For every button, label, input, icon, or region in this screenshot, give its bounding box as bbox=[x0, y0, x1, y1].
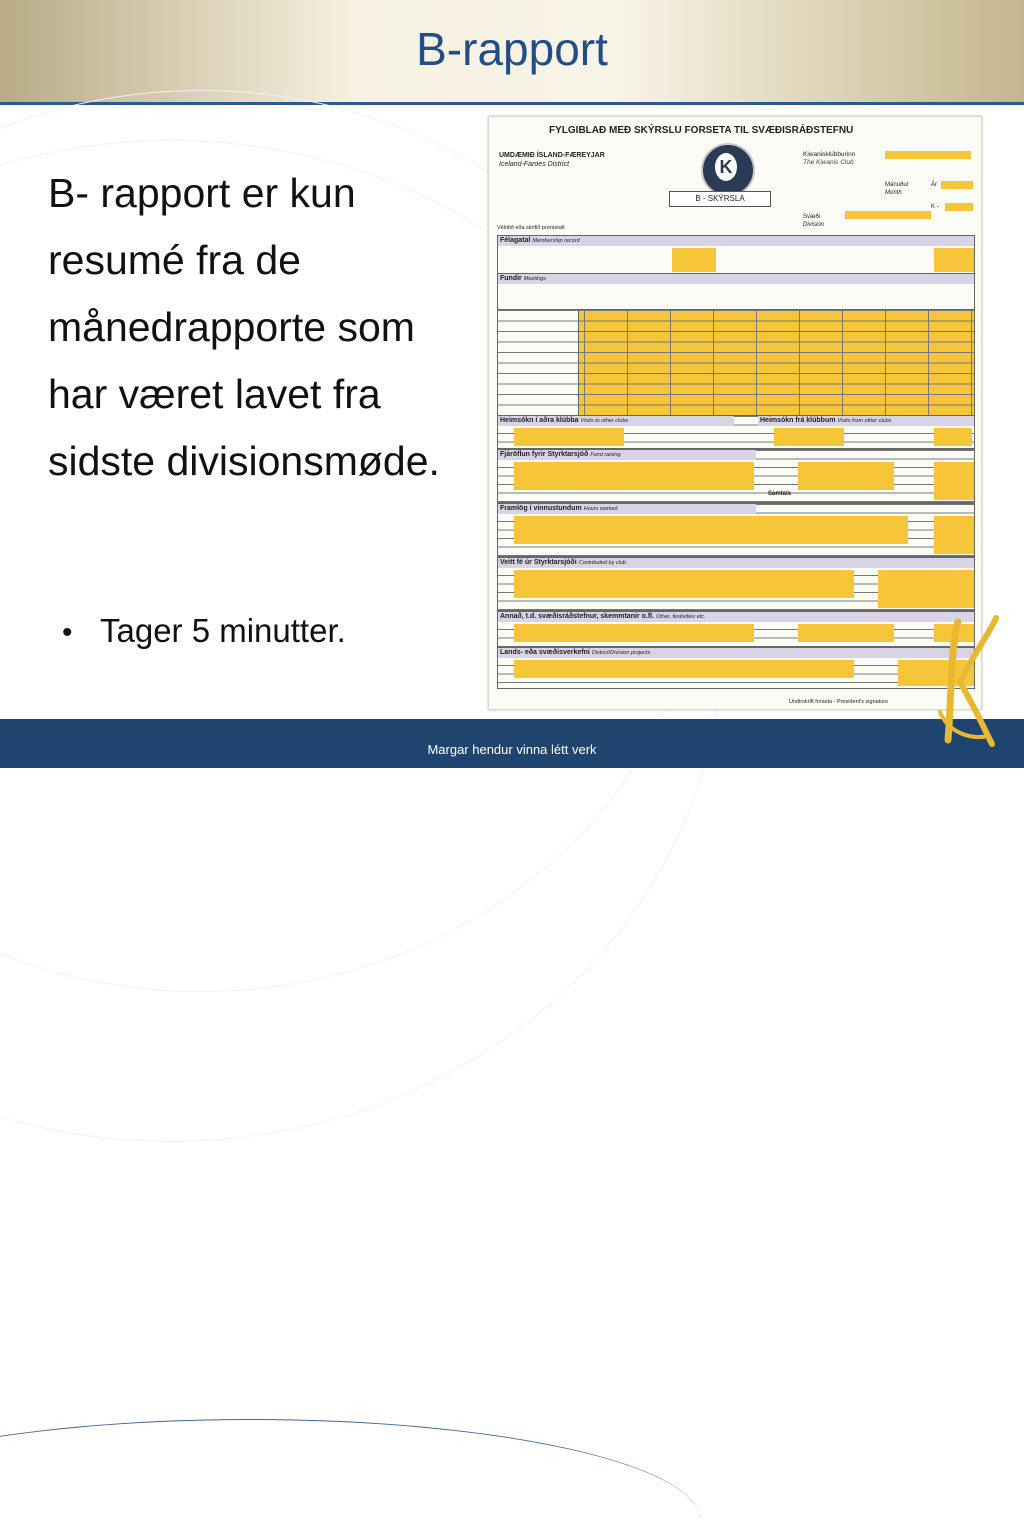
section-subtitle: Contributed by club bbox=[578, 560, 626, 566]
meetings-grid-labels bbox=[497, 309, 579, 417]
k-field bbox=[945, 203, 973, 211]
section-header bbox=[498, 558, 974, 568]
section-title: Heimsókn í aðra klúbba bbox=[500, 417, 579, 424]
club-label-en: The Kiwanis Club bbox=[803, 159, 854, 166]
field bbox=[514, 660, 854, 678]
section-subtitle: Other, festivities etc. bbox=[656, 614, 706, 620]
section-title: Lands- eða svæðisverkefni bbox=[500, 649, 590, 656]
club-field bbox=[885, 151, 971, 159]
field bbox=[934, 516, 974, 554]
section-title: Framlög í vinnustundum bbox=[500, 505, 582, 512]
section-title: Fundir bbox=[500, 275, 522, 282]
field bbox=[798, 624, 894, 642]
k-label: K - bbox=[931, 204, 939, 210]
title-bar bbox=[0, 0, 1024, 105]
section-header bbox=[498, 236, 974, 246]
section-header bbox=[498, 450, 756, 460]
b-report-form-image bbox=[488, 116, 982, 710]
division-label bbox=[803, 213, 824, 229]
form-district bbox=[499, 151, 605, 169]
month-label bbox=[885, 181, 909, 197]
field bbox=[934, 248, 974, 272]
section-header bbox=[498, 274, 974, 284]
field bbox=[514, 570, 854, 598]
district-projects-section bbox=[497, 647, 975, 689]
kiwanis-seal-letter: K bbox=[715, 153, 737, 181]
bullet-item bbox=[62, 612, 346, 650]
field bbox=[934, 428, 972, 446]
section-title: Veitt fé úr Styrktarsjóði bbox=[500, 559, 577, 566]
form-club-label bbox=[803, 151, 855, 167]
section-header bbox=[498, 612, 974, 622]
bullet-dot-icon: • bbox=[62, 616, 73, 649]
section-subtitle: Hours worked bbox=[583, 506, 618, 512]
year-field bbox=[941, 181, 973, 189]
field bbox=[878, 570, 974, 608]
other-section bbox=[497, 611, 975, 647]
division-field bbox=[845, 211, 931, 219]
slide-body-text: B- rapport er kun resumé fra de månedrapporte som har været lavet fra sidste divisionsmøde. bbox=[48, 170, 440, 484]
print-note: Vélritið eða skrifið prentstafi bbox=[497, 225, 565, 231]
footer-motto: Margar hendur vinna létt verk bbox=[427, 742, 597, 757]
division-label-en: Division bbox=[803, 222, 825, 228]
meetings-section bbox=[497, 273, 975, 310]
section-subtitle: Membership record bbox=[532, 238, 580, 244]
signature-line: Undirskrift forseta - President's signature bbox=[789, 699, 889, 705]
form-report-label: B - SKÝRSLA bbox=[669, 191, 771, 207]
field bbox=[514, 516, 908, 544]
slide-title: B-rapport bbox=[416, 23, 608, 75]
form-district-name: UMDÆMIÐ ÍSLAND-FÆREYJAR bbox=[499, 152, 605, 159]
kiwanis-seal-icon bbox=[701, 143, 755, 197]
month-label-en: Month bbox=[885, 190, 902, 196]
form-district-en: Iceland-Faroes District bbox=[499, 161, 570, 168]
field bbox=[798, 462, 894, 490]
section-subtitle: Fund raising bbox=[590, 452, 621, 458]
section-subtitle: District/Division projects bbox=[591, 650, 651, 656]
section-subtitle: Visits to other clubs bbox=[580, 418, 629, 424]
fundraising-section bbox=[497, 449, 975, 503]
club-label: Kiwanisklúbburinn bbox=[803, 151, 856, 158]
section-subtitle: Meetings bbox=[523, 276, 547, 282]
footer-arc bbox=[0, 1419, 700, 1536]
division-label-text: Svæði bbox=[803, 214, 821, 220]
section-header bbox=[758, 416, 974, 426]
field bbox=[514, 624, 754, 642]
section-title: Fjáröflun fyrir Styrktarsjóð bbox=[500, 451, 589, 458]
contributed-section bbox=[497, 557, 975, 611]
totals-label: Samtals bbox=[768, 491, 792, 497]
month-label-text: Mánuður bbox=[885, 182, 909, 188]
field bbox=[672, 248, 716, 272]
membership-section bbox=[497, 235, 975, 274]
field bbox=[774, 428, 844, 446]
section-header bbox=[498, 648, 974, 658]
section-title: Annað, t.d. svæðisráðstefnur, skemmtanir o.fl. bbox=[500, 613, 655, 620]
section-title: Félagatal bbox=[500, 237, 531, 244]
field bbox=[934, 462, 974, 500]
bullet-text: Tager 5 minutter. bbox=[100, 612, 346, 649]
field bbox=[514, 428, 624, 446]
kiwanis-k-logo-icon bbox=[930, 612, 1000, 750]
form-heading: FYLGIBLAÐ MEÐ SKÝRSLU FORSETA TIL SVÆÐISRÁÐSTEFNU bbox=[549, 125, 854, 136]
field bbox=[514, 462, 754, 490]
section-header bbox=[498, 504, 756, 514]
section-subtitle: Visits from other clubs bbox=[837, 418, 892, 424]
section-title: Heimsókn frá klúbbum bbox=[760, 417, 836, 424]
hours-section bbox=[497, 503, 975, 557]
section-header bbox=[498, 416, 734, 426]
year-label: Ár bbox=[931, 182, 937, 188]
visits-section bbox=[497, 415, 975, 449]
